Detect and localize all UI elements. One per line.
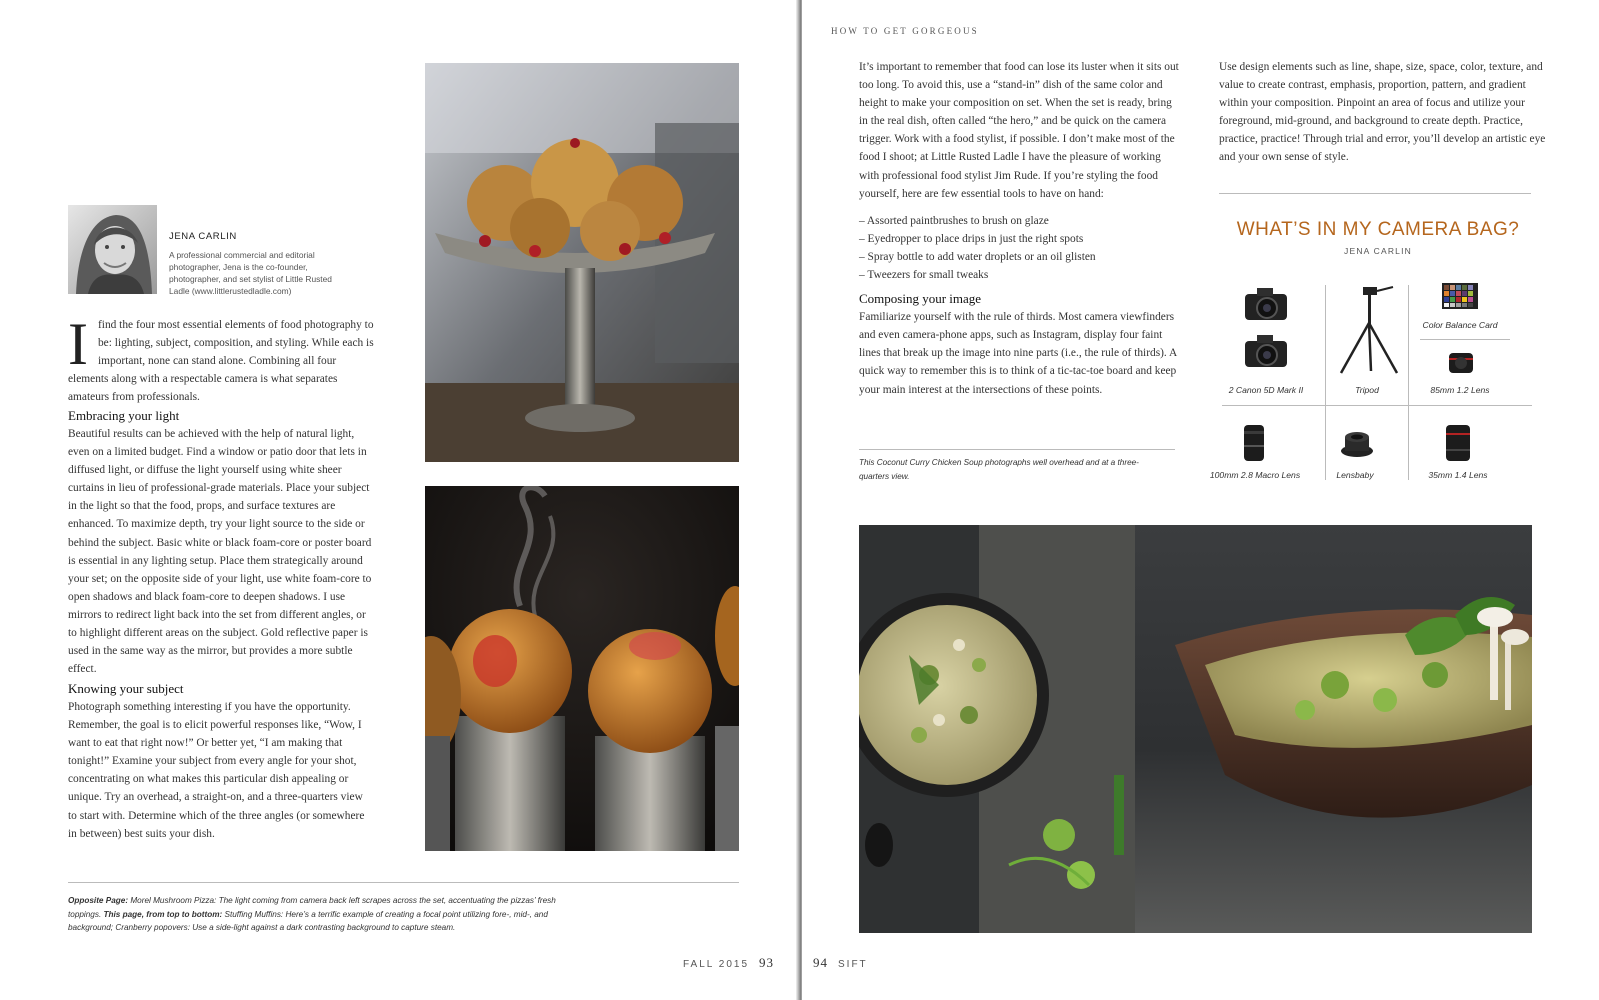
section-text: Beautiful results can be achieved with the help of natural light, even on a limited budget. Find a window or patio door that lets in diffused light, or diffuse the light yourself using white sheer curtains in lieu of professional-grade materials. Place your subject in the light so that the food, props, and surface textures are enhanced. To maximize depth, try your light source to the side or behind the subject. Basic white or black foam-core or poster board is essential in any lighting setup. Place them strategically around your set; on the opposite side of your light, use white foam-core to open shadows and black foam-core to deepen shadows. I use mirrors to redirect light back into the set from different angles, or to highlight different areas on the subject. Gold reflective paper is used in the same way as the mirror, but provides a more subtle effect. (68, 428, 372, 676)
right-page (802, 0, 1599, 1000)
folio-right (813, 954, 868, 972)
drop-cap: I (68, 311, 88, 377)
list-item: – Tweezers for small tweaks (859, 269, 989, 282)
photo-soup-three-quarter (1135, 525, 1532, 933)
section-text: Photograph something interesting if you have the opportunity. Remember, the goal is to elicit powerful responses like, “Wow, I want to eat that right now!” Or better yet, “I am making that tonight!” Examine your subject from every angle for your shot, concentrating on what makes this particular dish appealing or unique. Try an overhead, a straight-on, and a three-quarters view to start with. Determine which of the three angles (or somewhere in between) best suits your dish. (68, 701, 365, 840)
lensbaby-icon (1339, 427, 1375, 464)
camera-bag-title: WHAT’S IN MY CAMERA BAG? (1236, 219, 1520, 240)
camera-icon (1243, 333, 1289, 374)
issue-label: FALL 2015 (683, 959, 750, 970)
magazine-name: SIFT (838, 959, 868, 970)
column-2 (1219, 58, 1549, 167)
gear-label: Color Balance Card (1422, 320, 1498, 330)
divider (1219, 193, 1531, 194)
author-bio: A professional commercial and editorial photographer, Jena is the co-founder, photographer, and set stylist of Little Rusted Ladle (www.littlerustedladle.com) (169, 250, 332, 296)
tools-list (859, 212, 1179, 284)
soup-caption: This Coconut Curry Chicken Soup photographs well overhead and at a three-quarters view. (859, 458, 1139, 481)
left-page (0, 0, 798, 1000)
caption-text: Stuffing Muffins: Here’s a terrific example of creating a focal point utilizing fore-, mid-, and background; Cranberry popovers: Use a side-light against a dark contrasting background to capture steam. (68, 909, 548, 932)
tripod-icon (1337, 285, 1401, 380)
caption-rule (859, 449, 1175, 450)
caption-text: Morel Mushroom Pizza: The light coming from camera back left scrapes across the set, accentuating the pizzas’ fresh toppings. (68, 896, 556, 919)
grid-line (1222, 405, 1532, 406)
gear-label: 100mm 2.8 Macro Lens (1209, 470, 1301, 480)
intro-paragraph (68, 311, 374, 406)
camera-bag-author: JENA CARLIN (1344, 246, 1412, 256)
gear-label: 85mm 1.2 Lens (1430, 385, 1490, 395)
section-text: Familiarize yourself with the rule of thirds. Most camera viewfinders and even camera-phone apps, such as Instagram, display four faint lines that break up the image into nine parts (i.e., the rule of thirds). A quick way to remember this is to think of a tic-tac-toe board and keep your main interest at the intersections of these points. (859, 311, 1177, 396)
author-portrait (68, 205, 157, 294)
list-item: – Eyedropper to place drips in just the right spots (859, 232, 1084, 245)
grid-line (1408, 285, 1409, 480)
folio-left (683, 954, 774, 972)
page-number: 94 (813, 955, 828, 970)
color-card-icon (1442, 283, 1478, 314)
list-item: – Assorted paintbrushes to brush on glaze (859, 214, 1049, 227)
gear-label: 2 Canon 5D Mark II (1228, 385, 1304, 395)
section-heading: Composing your image (859, 291, 982, 307)
section-light (68, 407, 374, 678)
caption-label: Opposite Page: (68, 896, 129, 905)
running-head: HOW TO GET GORGEOUS (831, 26, 979, 36)
macro-lens-icon (1242, 423, 1266, 468)
gear-label: 35mm 1.4 Lens (1428, 470, 1488, 480)
section-heading: Knowing your subject (68, 681, 184, 696)
section-subject (68, 680, 374, 843)
lens-icon (1448, 350, 1474, 381)
paragraph: It’s important to remember that food can lose its luster when it sits out too long. To avoid this, use a “stand-in” dish of the same color and height to make your composition on set. When the set is ready, bring in the real dish, often called “the hero,” and be quick on the camera trigger. Work with a food stylist, if possible. I don’t make most of the food I shoot; at Little Rusted Ladle I have the pleasure of working with professional food stylist Jim Rude. If you’re styling the food yourself, here are few essential tools to have on hand: (859, 61, 1179, 200)
page-number: 93 (759, 955, 775, 970)
section-heading: Embracing your light (68, 408, 180, 423)
gear-label: Tripod (1355, 385, 1379, 395)
grid-line (1325, 285, 1326, 480)
caption-rule (68, 882, 739, 883)
column-1 (859, 58, 1179, 399)
gear-label: Lensbaby (1336, 470, 1374, 480)
photo-soup-overhead (859, 525, 1135, 933)
caption-label: This page, from top to bottom: (103, 909, 223, 919)
author-name: JENA CARLIN (169, 231, 237, 242)
paragraph: Use design elements such as line, shape, size, space, color, texture, and value to create contrast, emphasis, proportion, pattern, and gradient within your composition. Pinpoint an area of focus and utilize your foreground, mid-ground, and background to create depth. Practice, practice, practice! Through trial and error, you’ll develop an artistic eye and your own sense of style. (1219, 61, 1546, 164)
photo-caption (68, 894, 558, 935)
photo-cranberry-popovers (425, 486, 739, 851)
list-item: – Spray bottle to add water droplets or an oil glisten (859, 250, 1096, 263)
lens-icon (1445, 423, 1471, 468)
intro-text: find the four most essential elements of food photography to be: lighting, subject, composition, and styling. While each is important, none can stand alone. Combining all four elements along with a respectable camera is what separates amateurs from professionals. (68, 319, 374, 404)
photo-stuffing-muffins (425, 63, 739, 462)
grid-line (1420, 339, 1510, 340)
camera-icon (1243, 286, 1289, 327)
